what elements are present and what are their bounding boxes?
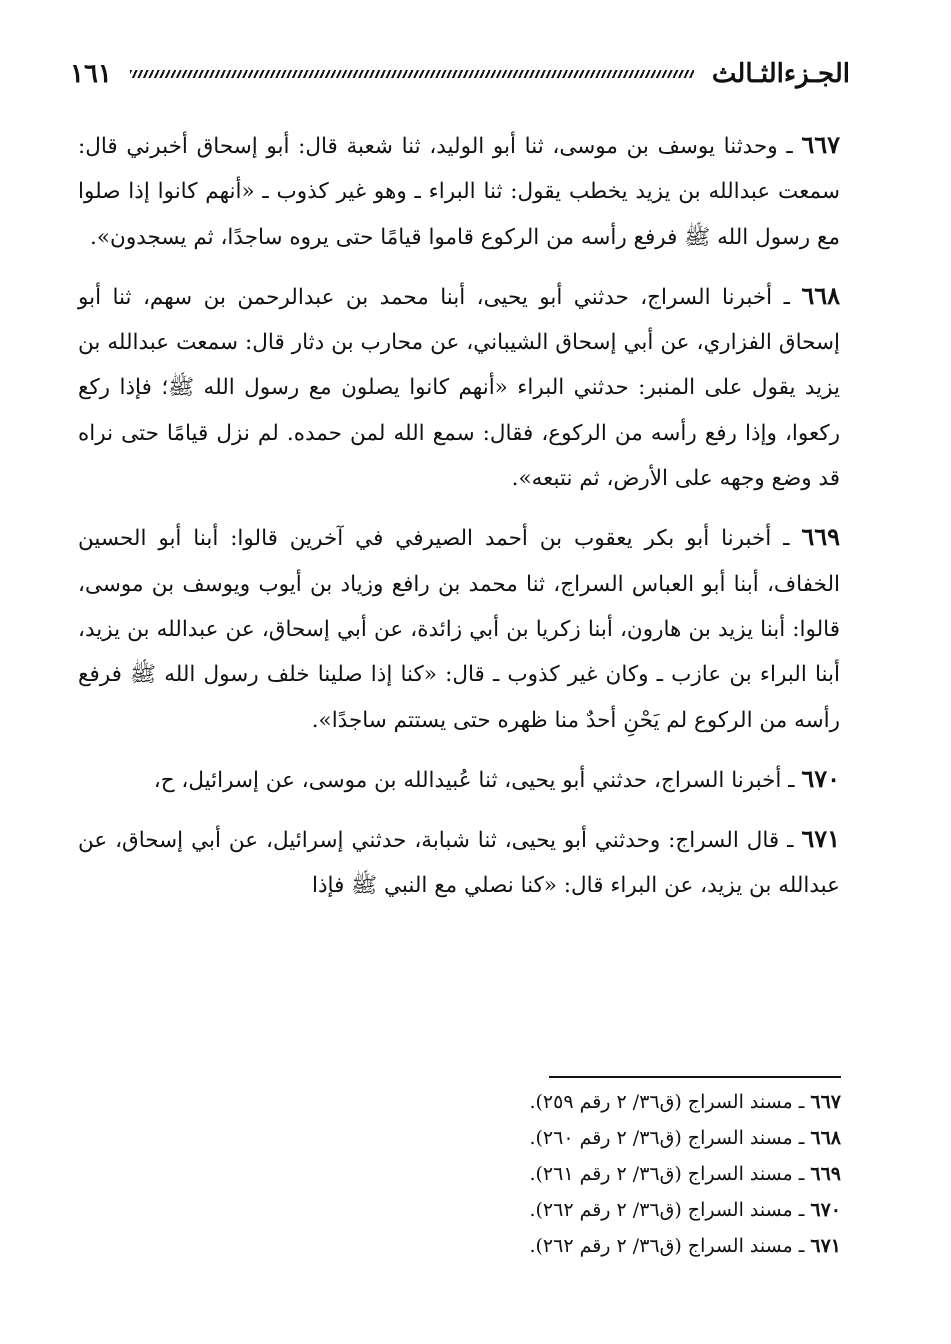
hadith-667: [78, 122, 840, 260]
hadith-668: [78, 273, 840, 501]
hadith-670: [78, 756, 840, 803]
footnotes: [321, 1084, 841, 1264]
hadith-669: [78, 514, 840, 742]
footnote-number: ٦٦٩: [810, 1163, 841, 1185]
main-text: [78, 122, 840, 922]
hadith-text: ـ قال السراج: وحدثني أبو يحيى، ثنا شبابة، حدثني إسرائيل، عن أبي إسحاق، عن عبدالله بن يزيد، عن البراء قال: «كنا نصلي مع النبي ﷺ فإذا: [78, 828, 840, 899]
footnote-number: ٦٦٨: [810, 1127, 841, 1149]
hadith-number: ٦٧٠: [801, 763, 840, 793]
footnote: [321, 1120, 841, 1156]
part-title: الجـزءالثـالث: [711, 59, 850, 89]
header-rule: [130, 70, 694, 78]
hadith-number: ٦٧١: [801, 824, 840, 854]
footnote-number: ٦٦٧: [810, 1091, 841, 1113]
hadith-text: ـ وحدثنا يوسف بن موسى، ثنا أبو الوليد، ثنا شعبة قال: أبو إسحاق أخبرني قال: سمعت عبدالله بن يزيد يخطب يقول: ثنا البراء ـ وهو غير كذوب ـ «أنهم كانوا إذا صلوا مع رسول الله ﷺ فرفع رأسه من الركوع قاموا قيامًا حتى يروه ساجدًا، ثم يسجدون».: [78, 134, 840, 250]
footnote-text: ـ مسند السراج (ق٣٦/ ٢ رقم ٢٦١).: [529, 1163, 811, 1185]
footnote: [321, 1228, 841, 1264]
page-number: ١٦١: [70, 59, 112, 89]
footnote-text: ـ مسند السراج (ق٣٦/ ٢ رقم ٢٦٢).: [529, 1199, 811, 1221]
footnote-number: ٦٧٠: [810, 1199, 841, 1221]
hadith-text: ـ أخبرنا السراج، حدثني أبو يحيى، ثنا عُبيدالله بن موسى، عن إسرائيل، ح،: [153, 767, 802, 793]
hadith-number: ٦٦٧: [801, 130, 840, 159]
footnote-number: ٦٧١: [810, 1235, 841, 1257]
running-header: [70, 52, 850, 96]
hadith-number: ٦٦٨: [801, 280, 840, 310]
footnote-text: ـ مسند السراج (ق٣٦/ ٢ رقم ٢٥٩).: [529, 1091, 811, 1113]
footnote-separator: [549, 1076, 841, 1078]
footnote: [321, 1156, 841, 1192]
hadith-text: ـ أخبرنا السراج، حدثني أبو يحيى، أبنا محمد بن عبدالرحمن بن سهم، ثنا أبو إسحاق الفزاري، عن أبي إسحاق الشيباني، عن محارب بن دثار قال: سمعت عبدالله بن يزيد يقول على المنبر: حدثني البراء «أنهم كانوا يصلون مع رسول الله ﷺ؛ فإذا ركع ركعوا، وإذا رفع رأسه من الركوع، فقال: سمع الله لمن حمده. لم نزل قيامًا حتى نراه قد وضع وجهه على الأرض، ثم نتبعه».: [78, 284, 840, 492]
footnote: [321, 1084, 841, 1120]
footnote-text: ـ مسند السراج (ق٣٦/ ٢ رقم ٢٦٢).: [529, 1235, 811, 1257]
hadith-number: ٦٦٩: [801, 522, 840, 552]
footnote: [321, 1192, 841, 1228]
hadith-671: [78, 816, 840, 909]
footnote-text: ـ مسند السراج (ق٣٦/ ٢ رقم ٢٦٠).: [529, 1127, 811, 1149]
hadith-text: ـ أخبرنا أبو بكر يعقوب بن أحمد الصيرفي في آخرين قالوا: أبنا أبو الحسين الخفاف، أبنا أبو العباس السراج، ثنا محمد بن رافع وزياد بن أيوب ويوسف بن موسى، قالوا: أبنا يزيد بن هارون، أبنا زكريا بن أبي زائدة، عن أبي إسحاق، عن عبدالله بن يزيد، أبنا البراء بن عازب ـ وكان غير كذوب ـ قال: «كنا إذا صلينا خلف رسول الله ﷺ فرفع رأسه من الركوع لم يَحْنِ أحدٌ منا ظهره حتى يستتم ساجدًا».: [78, 526, 840, 733]
